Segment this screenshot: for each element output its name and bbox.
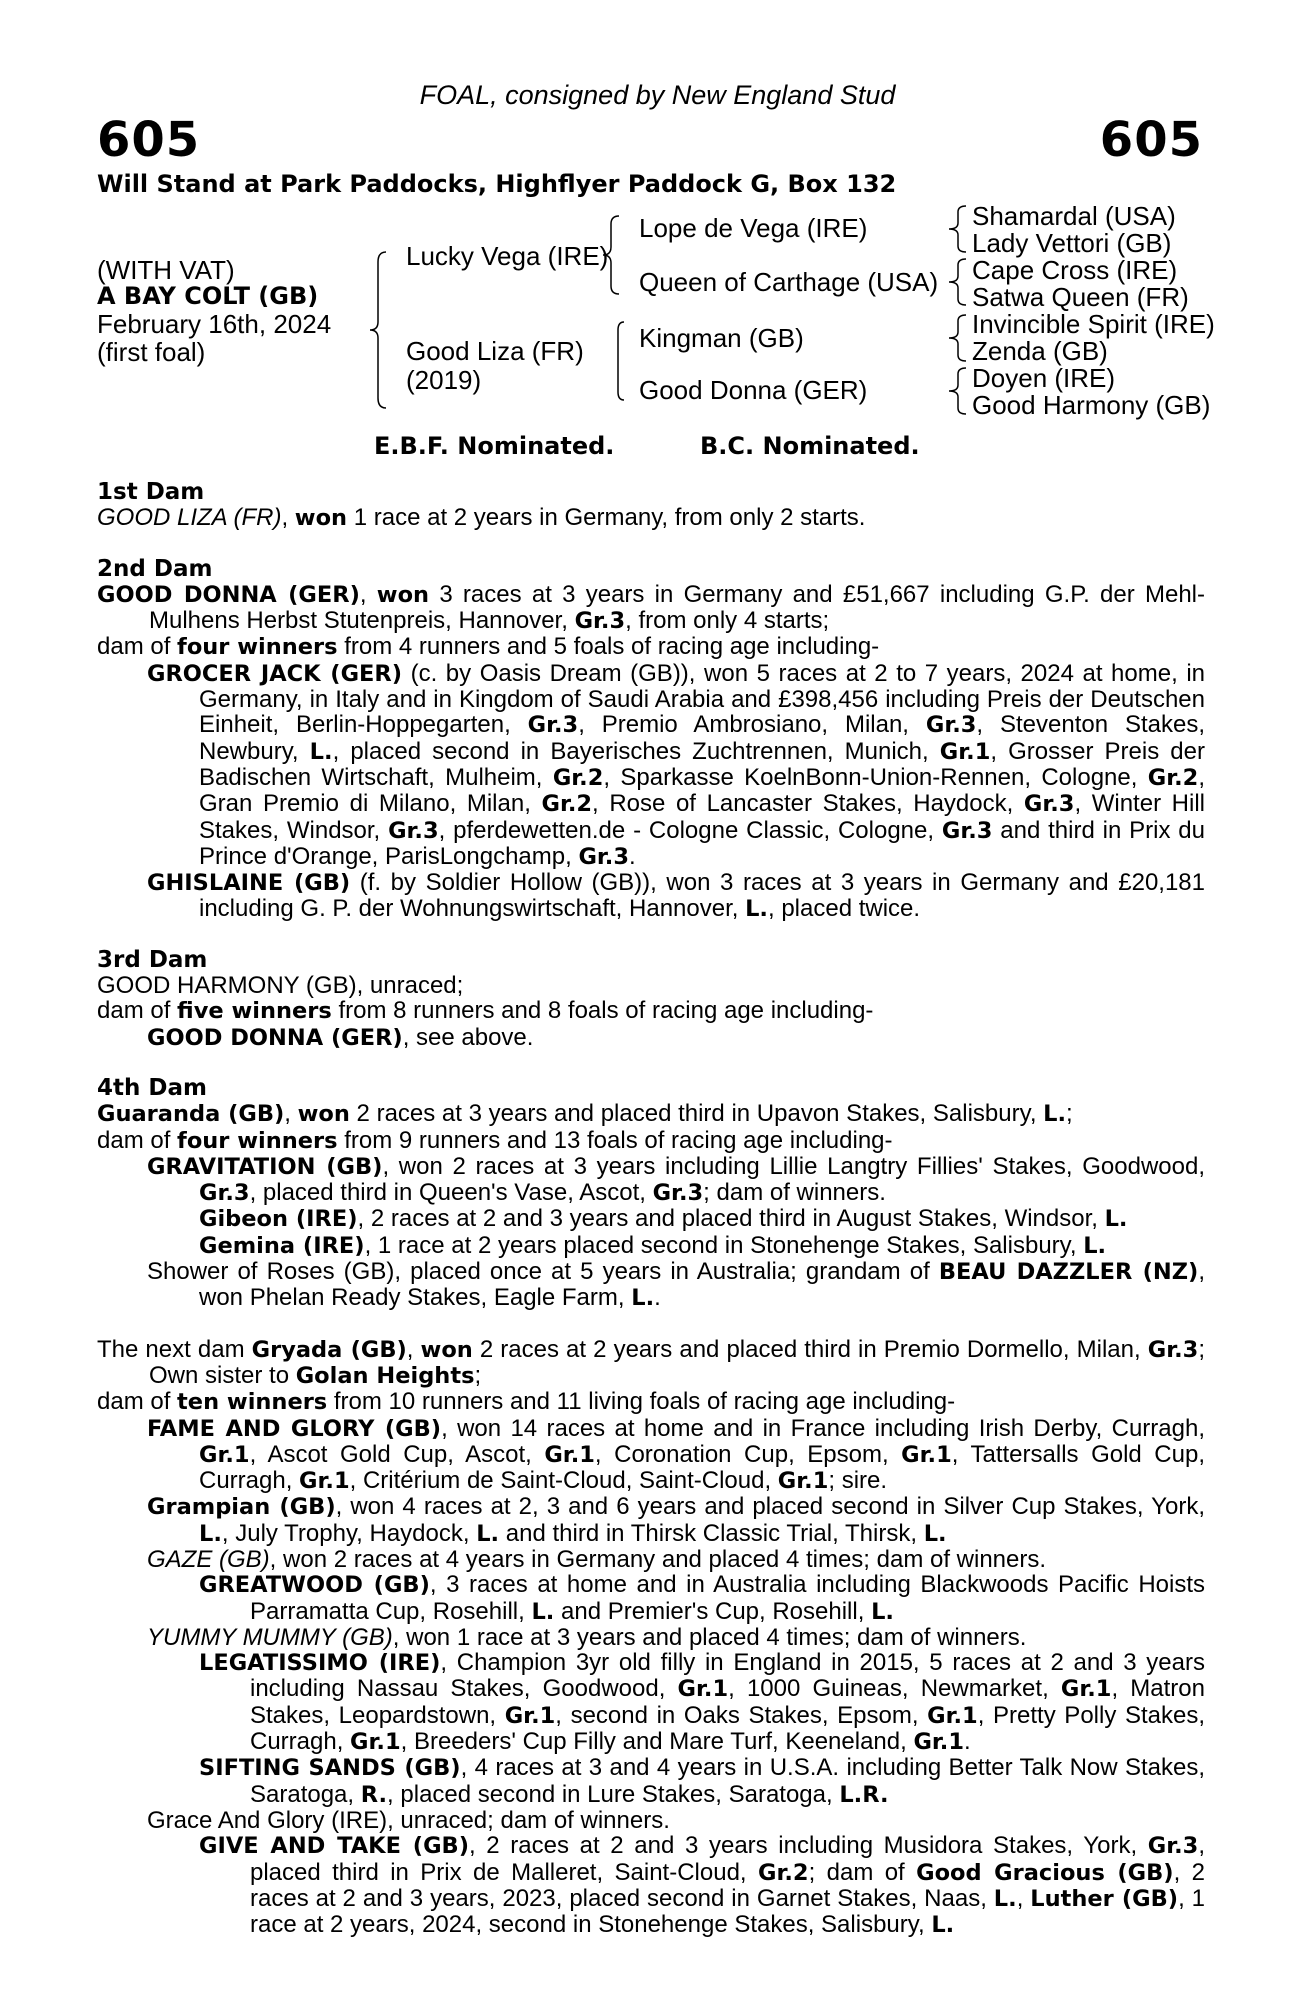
lot-number-left: 605 — [97, 112, 201, 168]
gg-3: Cape Cross (IRE) — [972, 255, 1178, 285]
lot-number-right: 605 — [1099, 112, 1203, 168]
vat-label: (WITH VAT) — [97, 255, 235, 285]
shower-of-roses-entry: Shower of Roses (GB), placed once at 5 years in Australia; grandam of BEAU DAZZLER (NZ), won Phelan Ready Stakes, Eagle Farm, L.. — [147, 1258, 1205, 1312]
grampian-entry: Grampian (GB), won 4 races at 2, 3 and 6 years and placed second in Silver Cup Stakes, York, L., July Trophy, Haydock, L. and third in Thirsk Classic Trial, Thirsk, L. — [147, 1493, 1205, 1547]
sire-name: Lucky Vega (IRE) — [406, 241, 609, 271]
pedigree-brace-gg1 — [946, 204, 968, 254]
next-dam-entry: The next dam Gryada (GB), won 2 races at 2 years and placed third in Premio Dormello, Milan, Gr.3; Own sister to Golan Heights; — [97, 1335, 1205, 1389]
foal-note: (first foal) — [97, 337, 206, 367]
good-donna-ref: GOOD DONNA (GER), see above. — [147, 1023, 534, 1051]
gravitation-entry: GRAVITATION (GB), won 2 races at 3 years including Lillie Langtry Fillies' Stakes, Goodwood, Gr.3, placed third in Queen's Vase, Ascot, Gr.3; dam of winners. — [147, 1152, 1205, 1207]
fourth-dam-entry: Guaranda (GB), won 2 races at 3 years and placed third in Upavon Stakes, Salisbury, L.; — [97, 1100, 1073, 1128]
third-dam-heading: 3rd Dam — [97, 946, 208, 973]
gg-5: Invincible Spirit (IRE) — [972, 309, 1215, 339]
greatwood-entry: GREATWOOD (GB), 3 races at home and in Australia including Blackwoods Pacific Hoists Parramatta Cup, Rosehill, L. and Premier's Cup, Rosehill, L. — [199, 1571, 1205, 1625]
legatissimo-entry: LEGATISSIMO (IRE), Champion 3yr old filly in England in 2015, 5 races at 2 and 3 years including Nassau Stakes, Goodwood, Gr.1, 1000 Guineas, Newmarket, Gr.1, Matron Stakes, Leopardstown, Gr.1, second in Oaks Stakes, Epsom, Gr.1, Pretty Polly Stakes, Curragh, Gr.1, Breeders' Cup Filly and Mare Turf, Keeneland, Gr.1. — [199, 1649, 1205, 1756]
give-and-take-entry: GIVE AND TAKE (GB), 2 races at 2 and 3 years including Musidora Stakes, York, Gr.3, placed third in Prix de Malleret, Saint-Cloud, Gr.2; dam of Good Gracious (GB), 2 races at 2 and 3 years, 2023, placed second in Garnet Stakes, Naas, L., Luther (GB), 1 race at 2 years, 2024, second in Stonehenge Stakes, Salisbury, L. — [199, 1832, 1206, 1939]
dam-dam: Good Donna (GER) — [639, 375, 868, 405]
gg-6: Zenda (GB) — [972, 336, 1108, 366]
pedigree-brace-dam — [612, 320, 626, 402]
gg-8: Good Harmony (GB) — [972, 390, 1211, 420]
sifting-sands-entry: SIFTING SANDS (GB), 4 races at 3 and 4 years in U.S.A. including Better Talk Now Stakes, Saratoga, R., placed second in Lure Stakes, Saratoga, L.R. — [199, 1754, 1205, 1808]
first-dam-heading: 1st Dam — [97, 479, 205, 505]
consignor-line: FOAL, consigned by New England Stud — [419, 80, 896, 110]
dam-sire: Kingman (GB) — [639, 323, 804, 353]
pedigree-brace-sire — [601, 214, 621, 296]
gg-4: Satwa Queen (FR) — [972, 282, 1189, 312]
ghislaine-entry: GHISLAINE (GB) (f. by Soldier Hollow (GB)), won 3 races at 3 years in Germany and £20,181 including G. P. der Wohnungswirtschaft, Hannover, L., placed twice. — [147, 869, 1205, 923]
bc-nominated: B.C. Nominated. — [700, 432, 920, 460]
first-dam-entry: GOOD LIZA (FR), won 1 race at 2 years in Germany, from only 2 starts. — [97, 504, 866, 532]
dam-year: (2019) — [406, 365, 482, 395]
gg-1: Shamardal (USA) — [972, 201, 1176, 231]
foal-dob: February 16th, 2024 — [97, 309, 332, 339]
fourth-dam-heading: 4th Dam — [97, 1074, 207, 1101]
gibeon-entry: Gibeon (IRE), 2 races at 2 and 3 years and placed third in August Stakes, Windsor, L. — [199, 1205, 1128, 1233]
second-dam-entry: GOOD DONNA (GER), won 3 races at 3 years in Germany and £51,667 including G.P. der Mehl-Mulhens Herbst Stutenpreis, Hannover, Gr.3, from only 4 starts; — [97, 580, 1205, 635]
pedigree-brace-main — [368, 250, 388, 410]
pedigree-brace-gg2 — [946, 257, 968, 307]
stand-info: Will Stand at Park Paddocks, Highflyer Paddock G, Box 132 — [97, 170, 897, 198]
gaze-entry: GAZE (GB), won 2 races at 4 years in Germany and placed 4 times; dam of winners. — [147, 1545, 1047, 1573]
pedigree-brace-gg3 — [946, 313, 968, 363]
dam-name: Good Liza (FR) — [406, 336, 584, 366]
foal-title: A BAY COLT (GB) — [97, 282, 319, 310]
next-dam-produce: dam of ten winners from 10 runners and 11 living foals of racing age including- — [97, 1388, 956, 1416]
pedigree-brace-gg4 — [946, 366, 968, 416]
gemina-entry: Gemina (IRE), 1 race at 2 years placed second in Stonehenge Stakes, Salisbury, L. — [199, 1231, 1107, 1259]
fame-and-glory-entry: FAME AND GLORY (GB), won 14 races at home and in France including Irish Derby, Curragh, Gr.1, Ascot Gold Cup, Ascot, Gr.1, Coronation Cup, Epsom, Gr.1, Tattersalls Gold Cup, Curragh, Gr.1, Critérium de Saint-Cloud, Saint-Cloud, Gr.1; sire. — [147, 1414, 1205, 1495]
dam-records — [97, 480, 1205, 1938]
yummy-mummy-entry: YUMMY MUMMY (GB), won 1 race at 3 years and placed 4 times; dam of winners. — [147, 1623, 1027, 1651]
third-dam-produce: dam of five winners from 8 runners and 8 foals of racing age including- — [97, 997, 874, 1025]
gg-7: Doyen (IRE) — [972, 363, 1116, 393]
gg-2: Lady Vettori (GB) — [972, 228, 1172, 258]
grace-and-glory-entry: Grace And Glory (IRE), unraced; dam of winners. — [147, 1806, 670, 1834]
sire-sire: Lope de Vega (IRE) — [639, 213, 868, 243]
second-dam-produce: dam of four winners from 4 runners and 5 foals of racing age including- — [97, 633, 880, 661]
ebf-nominated: E.B.F. Nominated. — [374, 432, 615, 460]
third-dam-entry: GOOD HARMONY (GB), unraced; — [97, 972, 464, 1000]
fourth-dam-produce: dam of four winners from 9 runners and 13 foals of racing age including- — [97, 1126, 893, 1154]
second-dam-heading: 2nd Dam — [97, 555, 213, 582]
sire-dam: Queen of Carthage (USA) — [639, 267, 939, 297]
grocer-jack-entry: GROCER JACK (GER) (c. by Oasis Dream (GB)), won 5 races at 2 to 7 years, 2024 at home, in Germany, in Italy and in Kingdom of Saudi Arabia and £398,456 including Preis der Deutschen Einheit, Berlin-Hoppegarten, Gr.3, Premio Ambrosiano, Milan, Gr.3, Steventon Stakes, Newbury, L., placed second in Bayerisches Zuchtrennen, Munich, Gr.1, Grosser Preis der Badischen Wirtschaft, Mulheim, Gr.2, Sparkasse KoelnBonn-Union-Rennen, Cologne, Gr.2, Gran Premio di Milano, Milan, Gr.2, Rose of Lancaster Stakes, Haydock, Gr.3, Winter Hill Stakes, Windsor, Gr.3, pferdewetten.de - Cologne Classic, Cologne, Gr.3 and third in Prix du Prince d'Orange, ParisLongchamp, Gr.3. — [147, 659, 1206, 870]
